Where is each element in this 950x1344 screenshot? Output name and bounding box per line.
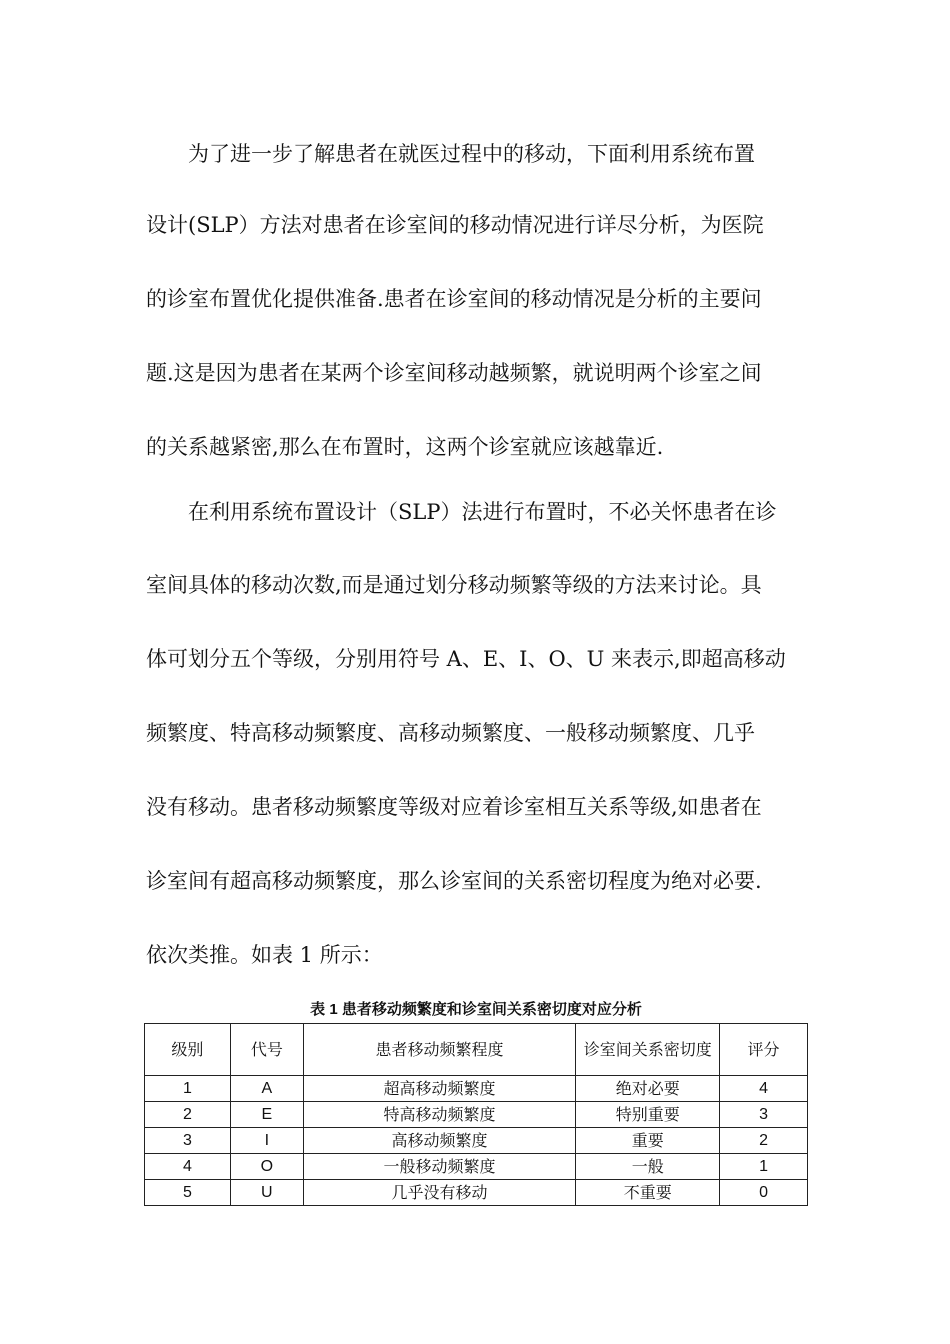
cell-relationship-closeness: 特别重要 [576,1102,720,1128]
paragraph-2-line-4: 频繁度、特高移动频繁度、高移动频繁度、一般移动频繁度、几乎 [146,721,755,745]
paragraph-2-line-6: 诊室间有超高移动频繁度，那么诊室间的关系密切程度为绝对必要. [146,869,762,893]
paragraph-2-line-3: 体可划分五个等级，分别用符号 A、E、I、O、U 来表示,即超高移动 [146,647,786,671]
header-code: 代号 [230,1024,303,1076]
cell-movement-frequency: 特高移动频繁度 [303,1102,576,1128]
paragraph-1-line-4: 题.这是因为患者在某两个诊室间移动越频繁，就说明两个诊室之间 [146,361,762,385]
cell-code: E [230,1102,303,1128]
table-row [145,1076,808,1102]
paragraph-2-line-5: 没有移动。患者移动频繁度等级对应着诊室相互关系等级,如患者在 [146,795,762,819]
cell-level: 2 [145,1102,231,1128]
header-score: 评分 [720,1024,808,1076]
cell-movement-frequency: 超高移动频繁度 [303,1076,576,1102]
table-caption: 表 1 患者移动频繁度和诊室间关系密切度对应分析 [310,1001,642,1018]
cell-relationship-closeness: 一般 [576,1154,720,1180]
cell-code: I [230,1128,303,1154]
relationship-table [144,1023,808,1206]
cell-level: 5 [145,1180,231,1206]
paragraph-2-line-7: 依次类推。如表 1 所示： [146,943,383,967]
table-header-row [145,1024,808,1076]
cell-level: 3 [145,1128,231,1154]
cell-level: 4 [145,1154,231,1180]
cell-score: 0 [720,1180,808,1206]
cell-level: 1 [145,1076,231,1102]
paragraph-2-line-1: 在利用系统布置设计（SLP）法进行布置时，不必关怀患者在诊 [188,500,777,524]
cell-movement-frequency: 几乎没有移动 [303,1180,576,1206]
cell-score: 1 [720,1154,808,1180]
table-row [145,1180,808,1206]
cell-code: U [230,1180,303,1206]
cell-movement-frequency: 一般移动频繁度 [303,1154,576,1180]
cell-code: A [230,1076,303,1102]
paragraph-1-line-2: 设计(SLP）方法对患者在诊室间的移动情况进行详尽分析，为医院 [146,213,764,237]
cell-code: O [230,1154,303,1180]
header-relationship-closeness: 诊室间关系密切度 [576,1024,720,1076]
table-row [145,1154,808,1180]
cell-score: 4 [720,1076,808,1102]
header-level: 级别 [145,1024,231,1076]
cell-relationship-closeness: 绝对必要 [576,1076,720,1102]
paragraph-1-line-5: 的关系越紧密,那么在布置时，这两个诊室就应该越靠近. [146,435,664,459]
table-row [145,1102,808,1128]
table-row [145,1128,808,1154]
cell-relationship-closeness: 重要 [576,1128,720,1154]
header-movement-frequency: 患者移动频繁程度 [303,1024,576,1076]
cell-movement-frequency: 高移动频繁度 [303,1128,576,1154]
paragraph-2-line-2: 室间具体的移动次数,而是通过划分移动频繁等级的方法来讨论。具 [146,573,762,597]
cell-score: 2 [720,1128,808,1154]
paragraph-1-line-1: 为了进一步了解患者在就医过程中的移动，下面利用系统布置 [188,142,755,166]
cell-score: 3 [720,1102,808,1128]
cell-relationship-closeness: 不重要 [576,1180,720,1206]
paragraph-1-line-3: 的诊室布置优化提供准备.患者在诊室间的移动情况是分析的主要问 [146,287,762,311]
